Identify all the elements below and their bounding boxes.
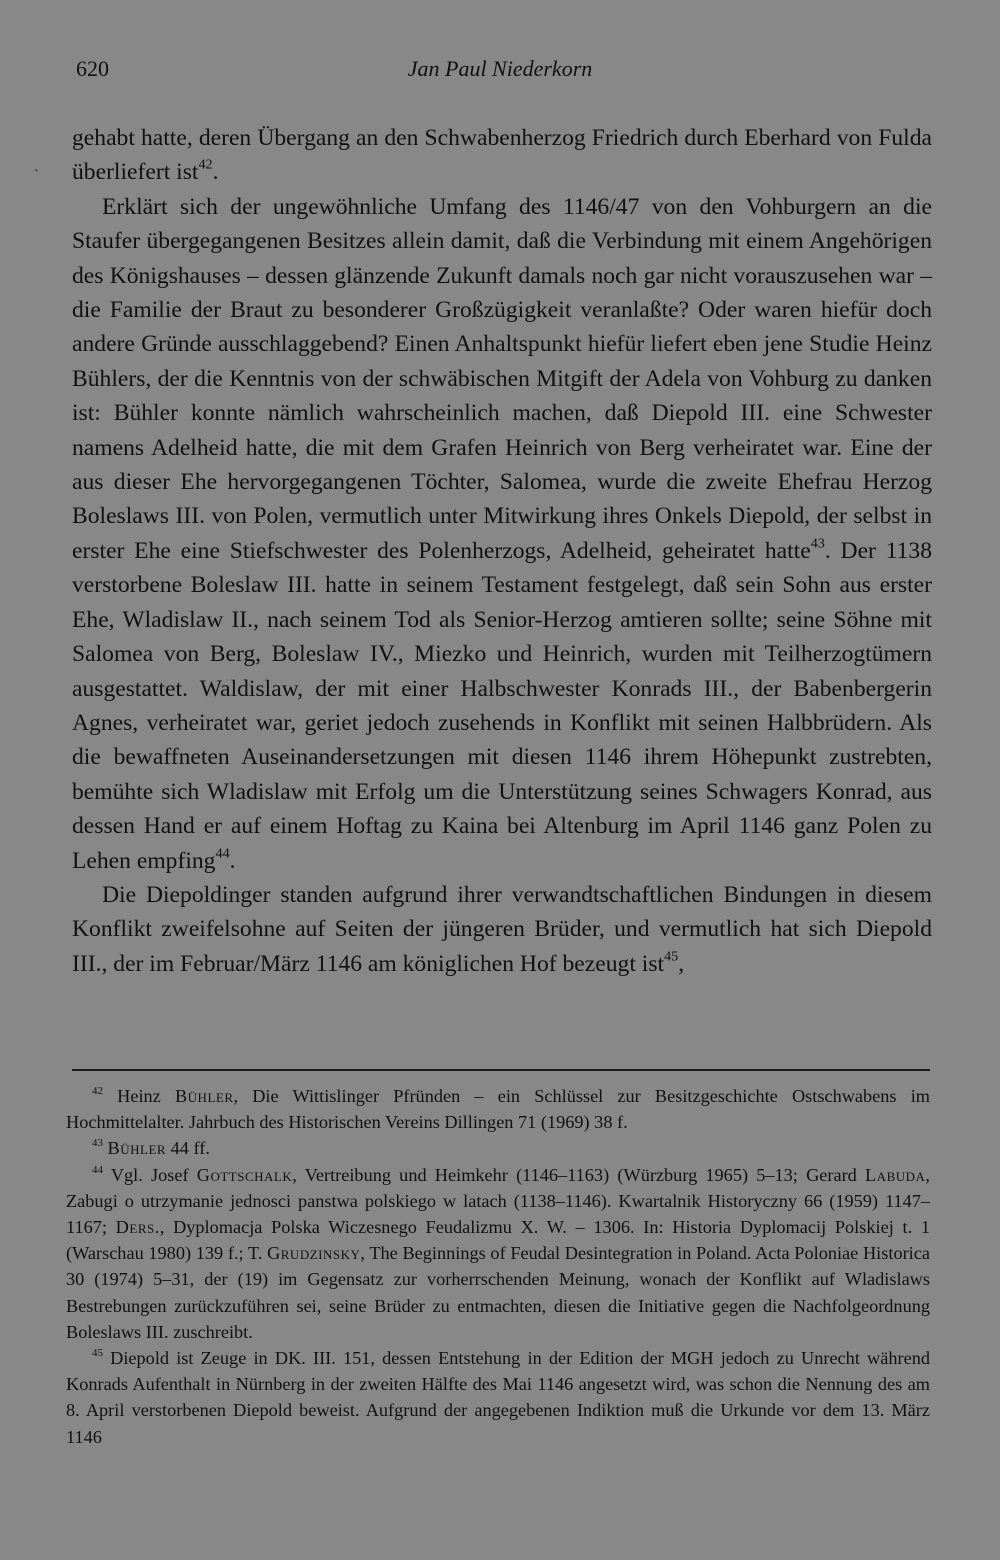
footnote-divider xyxy=(72,1069,930,1071)
paragraph-3: Die Diepoldinger standen aufgrund ihrer verwandtschaftlichen Bindungen in diesem Konflikt zweifelsohne auf Seiten der jüngeren Brüder, und vermutlich hat sich Diepold III., der im Februar/März 1146 am königlichen Hof bezeugt ist$^{45}$, xyxy=(72,881,932,977)
running-head: Jan Paul Niederkorn xyxy=(407,56,593,81)
footnotes xyxy=(66,1083,930,1450)
footnote-ref-43[interactable]: 43 xyxy=(810,535,825,552)
main-text xyxy=(72,121,932,981)
footnote-ref-45[interactable]: 45 xyxy=(664,948,679,965)
page-number: 620 xyxy=(76,56,109,81)
footnote-ref-42[interactable]: 42 xyxy=(198,156,213,173)
footnote-43: $^{43}$ Bühler 44 ff. xyxy=(92,1137,210,1159)
paragraph-1: gehabt hatte, deren Übergang an den Schwabenherzog Friedrich durch Eberhard von Fulda überliefert ist$^{42}$. xyxy=(72,125,932,186)
footnote-ref-44[interactable]: 44 xyxy=(215,844,230,861)
footnote-42: $^{42}$ Heinz Bühler, Die Wittislinger Pfründen – ein Schlüssel zur Besitzgeschichte Ostschwabens im Hochmittelalter. Jahrbuch des Historischen Vereins Dillingen 71 (1969) 38 f. xyxy=(66,1084,930,1133)
footnote-44: $^{44}$ Vgl. Josef Gottschalk, Vertreibung und Heimkehr (1146–1163) (Würzburg 1965) 5–13; Gerard Labuda, Zabugi o utrzymanie jednosci panstwa polskiego w latach (1138–1146). Kwartalnik Historyczny 66 (1959) 1147–1167; Ders., Dyplomacja Polska Wiczesnego Feudalizmu X. W. – 1306. In: Historia Dyplomacij Polskiej t. 1 (Warschau 1980) 139 f.; T. Grudzinsky, The Beginnings of Feudal Desintegration in Poland. Acta Poloniae Historica 30 (1974) 5–31, der (19) im Gegensatz zur vorherrschenden Meinung, wonach der Konflikt auf Wladislaws Bestrebungen zurückzuführen sei, seine Brüder zu entmachten, diesen die Initiative gegen die Nachfolgeordnung Boleslaws III. zuschreibt. xyxy=(66,1163,930,1342)
scan-speck: ` xyxy=(34,168,39,183)
paragraph-2: Erklärt sich der ungewöhnliche Umfang des 1146/47 von den Vohburgern an die Staufer übergegangenen Besitzes allein damit, daß die Verbindung mit einem Angehörigen des Königshauses – dessen glänzende Zukunft damals noch gar nicht vorauszusehen war – die Familie der Braut zu besonderer Großzügigkeit veranlaßte? Oder waren hiefür doch andere Gründe ausschlaggebend? Einen Anhaltspunkt hiefür liefert eben jene Studie Heinz Bühlers, der die Kenntnis von der schwäbischen Mitgift der Adela von Vohburg zu danken ist: Bühler konnte nämlich wahrscheinlich machen, daß Diepold III. eine Schwester namens Adelheid hatte, die mit dem Grafen Heinrich von Berg verheiratet war. Eine der aus dieser Ehe hervorgegangenen Töchter, Salomea, wurde die zweite Ehefrau Herzog Boleslaws III. von Polen, vermutlich unter Mitwirkung ihres Onkels Diepold, der selbst in erster Ehe eine Stiefschwester des Polenherzogs, Adelheid, geheiratet hatte$^{43}$. Der 1138 verstorbene Boleslaw III. hatte in seinem Testament festgelegt, daß sein Sohn aus erster Ehe, Wladislaw II., nach seinem Tod als Senior-Herzog amtieren sollte; seine Söhne mit Salomea von Berg, Boleslaw IV., Miezko und Heinrich, wurden mit Teilherzogtümern ausgestattet. Waldislaw, der mit einer Halbschwester Konrads III., der Babenbergerin Agnes, verheiratet war, geriet jedoch zusehends in Konflikt mit seinen Halbbrüdern. Als die bewaffneten Auseinandersetzungen mit diesen 1146 ihrem Höhepunkt zustrebten, bemühte sich Wladislaw mit Erfolg um die Unterstützung seines Schwagers Konrad, aus dessen Hand er auf einem Hoftag zu Kaina bei Altenburg im April 1146 ganz Polen zu Lehen empfing$^{44}$. xyxy=(72,193,932,874)
footnote-45: $^{45}$ Diepold ist Zeuge in DK. III. 151, dessen Entstehung in der Edition der MGH jedoch zu Unrecht während Konrads Aufenthalt in Nürnberg in der zweiten Hälfte des Mai 1146 angesetzt wird, was schon die Nennung des am 8. April verstorbenen Diepold beweist. Aufgrund der angegebenen Indiktion muß die Urkunde vor dem 13. März 1146 xyxy=(66,1346,930,1447)
page-header xyxy=(72,56,928,86)
